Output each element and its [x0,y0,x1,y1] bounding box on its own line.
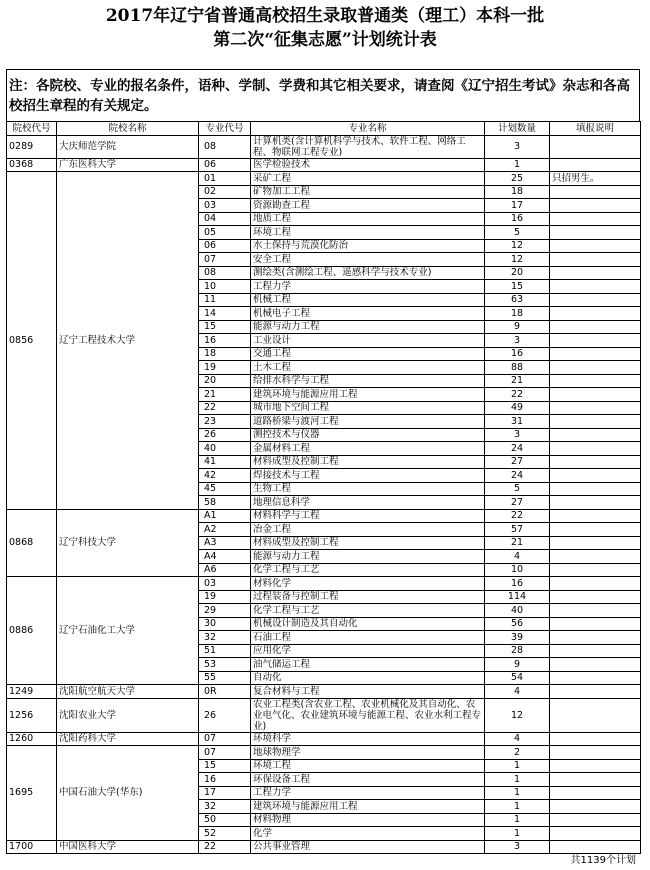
plan-count: 24 [485,442,550,456]
plan-count: 54 [485,671,550,685]
fill-note [550,307,641,321]
major-code: 08 [199,135,251,158]
major-name: 工程力学 [251,786,485,800]
school-name: 辽宁科技大学 [57,509,199,577]
major-name: 土木工程 [251,361,485,375]
major-code: 19 [199,361,251,375]
plan-count: 3 [485,135,550,158]
major-name: 测控技术与仪器 [251,428,485,442]
major-name: 石油工程 [251,631,485,645]
school-code: 0886 [7,577,57,685]
plan-count: 56 [485,617,550,631]
fill-note [550,617,641,631]
major-name: 建筑环境与能源应用工程 [251,800,485,814]
fill-note [550,604,641,618]
fill-note [550,212,641,226]
plan-count: 18 [485,307,550,321]
page-title: 2017年辽宁省普通高校招生录取普通类（理工）本科一批 [105,6,545,26]
fill-note [550,415,641,429]
plan-count: 28 [485,644,550,658]
major-code: 03 [199,199,251,213]
header-school-code: 院校代号 [7,122,57,136]
major-name: 材料科学与工程 [251,509,485,523]
header-major-name: 专业名称 [251,122,485,136]
major-code: 17 [199,786,251,800]
table-row [7,685,641,699]
major-name: 公共事业管理 [251,840,485,854]
major-code: 18 [199,347,251,361]
major-name: 油气储运工程 [251,658,485,672]
major-code: 26 [199,428,251,442]
major-code: A4 [199,550,251,564]
plan-count: 1 [485,813,550,827]
page-subtitle: 第二次“征集志愿”计划统计表 [213,30,437,50]
major-code: 02 [199,185,251,199]
major-name: 采矿工程 [251,172,485,186]
fill-note [550,496,641,510]
major-name: 化学 [251,827,485,841]
plan-count: 1 [485,800,550,814]
plan-count: 25 [485,172,550,186]
fill-note [550,320,641,334]
fill-note [550,732,641,746]
fill-note [550,293,641,307]
plan-count: 49 [485,401,550,415]
plan-count: 39 [485,631,550,645]
fill-note [550,482,641,496]
major-name: 矿物加工工程 [251,185,485,199]
major-code: 11 [199,293,251,307]
fill-note [550,773,641,787]
major-name: 自动化 [251,671,485,685]
major-name: 机械电子工程 [251,307,485,321]
fill-note [550,469,641,483]
plan-count: 2 [485,746,550,760]
major-code: 29 [199,604,251,618]
major-name: 城市地下空间工程 [251,401,485,415]
header-fill-note: 填报说明 [550,122,641,136]
fill-note [550,374,641,388]
major-name: 地理信息科学 [251,496,485,510]
major-name: 测绘类(含测绘工程、遥感科学与技术专业) [251,266,485,280]
table-row [7,577,641,591]
plan-count: 57 [485,523,550,537]
major-name: 能源与动力工程 [251,550,485,564]
major-code: 04 [199,212,251,226]
table-header-row [7,122,641,136]
major-code: 22 [199,840,251,854]
major-name: 机械设计制造及其自动化 [251,617,485,631]
plan-count: 3 [485,334,550,348]
plan-count: 12 [485,239,550,253]
major-code: 10 [199,280,251,294]
fill-note [550,266,641,280]
header-school-name: 院校名称 [57,122,199,136]
fill-note [550,428,641,442]
major-code: A2 [199,523,251,537]
major-code: 53 [199,658,251,672]
plan-count: 5 [485,482,550,496]
school-name: 辽宁石油化工大学 [57,577,199,685]
plan-count: 17 [485,199,550,213]
major-name: 工程力学 [251,280,485,294]
table-row [7,135,641,158]
major-code: 16 [199,334,251,348]
major-code: 52 [199,827,251,841]
fill-note [550,253,641,267]
major-code: 0R [199,685,251,699]
fill-note [550,280,641,294]
fill-note [550,786,641,800]
fill-note [550,759,641,773]
plan-count: 22 [485,509,550,523]
major-name: 过程装备与控制工程 [251,590,485,604]
major-name: 材料成型及控制工程 [251,455,485,469]
table-row [7,840,641,854]
plan-count: 1 [485,827,550,841]
plan-count: 24 [485,469,550,483]
school-code: 1260 [7,732,57,746]
table-row [7,509,641,523]
major-code: 21 [199,388,251,402]
fill-note [550,590,641,604]
plan-count: 5 [485,226,550,240]
major-name: 地球物理学 [251,746,485,760]
fill-note [550,199,641,213]
major-code: A6 [199,563,251,577]
major-name: 环保设备工程 [251,773,485,787]
fill-note [550,800,641,814]
major-code: 07 [199,253,251,267]
fill-note [550,685,641,699]
plan-count: 22 [485,388,550,402]
major-code: 22 [199,401,251,415]
major-name: 能源与动力工程 [251,320,485,334]
school-name: 沈阳农业大学 [57,698,199,732]
major-code: 07 [199,746,251,760]
fill-note [550,827,641,841]
plan-count: 3 [485,428,550,442]
plan-count: 16 [485,347,550,361]
plan-count: 20 [485,266,550,280]
major-code: 15 [199,759,251,773]
fill-note [550,671,641,685]
plan-count: 21 [485,536,550,550]
fill-note [550,455,641,469]
plan-count: 63 [485,293,550,307]
major-code: 40 [199,442,251,456]
school-code: 0289 [7,135,57,158]
major-code: 51 [199,644,251,658]
plan-count: 1 [485,773,550,787]
major-name: 材料成型及控制工程 [251,536,485,550]
major-code: 23 [199,415,251,429]
fill-note [550,185,641,199]
major-code: 41 [199,455,251,469]
major-name: 机械工程 [251,293,485,307]
plan-count: 4 [485,732,550,746]
major-name: 给排水科学与工程 [251,374,485,388]
school-code: 1695 [7,746,57,841]
major-code: 55 [199,671,251,685]
major-code: 15 [199,320,251,334]
major-name: 交通工程 [251,347,485,361]
plan-count: 27 [485,455,550,469]
major-name: 化学工程与工艺 [251,563,485,577]
table-row [7,158,641,172]
plan-count: 12 [485,698,550,732]
fill-note [550,523,641,537]
plan-count: 1 [485,759,550,773]
plan-count: 40 [485,604,550,618]
major-code: 03 [199,577,251,591]
fill-note [550,698,641,732]
plan-count: 21 [485,374,550,388]
major-code: 58 [199,496,251,510]
fill-note [550,334,641,348]
school-name: 广东医科大学 [57,158,199,172]
major-code: 19 [199,590,251,604]
major-name: 应用化学 [251,644,485,658]
plan-count: 4 [485,685,550,699]
fill-note [550,631,641,645]
plan-count: 12 [485,253,550,267]
school-name: 沈阳航空航天大学 [57,685,199,699]
school-code: 0856 [7,172,57,510]
school-code: 1700 [7,840,57,854]
major-code: A3 [199,536,251,550]
major-name: 复合材料与工程 [251,685,485,699]
major-code: 32 [199,631,251,645]
plan-count: 18 [485,185,550,199]
major-code: 06 [199,239,251,253]
fill-note [550,361,641,375]
plan-count: 3 [485,840,550,854]
major-name: 材料化学 [251,577,485,591]
school-code: 0368 [7,158,57,172]
plan-table [6,121,641,854]
major-code: 05 [199,226,251,240]
table-row [7,172,641,186]
major-name: 化学工程与工艺 [251,604,485,618]
major-code: 32 [199,800,251,814]
table-row [7,698,641,732]
major-code: 30 [199,617,251,631]
fill-note [550,442,641,456]
school-code: 0868 [7,509,57,577]
major-name: 地质工程 [251,212,485,226]
major-name: 冶金工程 [251,523,485,537]
school-name: 辽宁工程技术大学 [57,172,199,510]
fill-note [550,401,641,415]
school-code: 1249 [7,685,57,699]
major-code: 14 [199,307,251,321]
fill-note [550,550,641,564]
plan-count: 10 [485,563,550,577]
major-name: 水土保持与荒漠化防治 [251,239,485,253]
major-code: 26 [199,698,251,732]
major-code: 50 [199,813,251,827]
fill-note [550,577,641,591]
fill-note [550,813,641,827]
major-code: 01 [199,172,251,186]
school-name: 中国石油大学(华东) [57,746,199,841]
fill-note [550,536,641,550]
major-name: 焊接技术与工程 [251,469,485,483]
table-row [7,732,641,746]
fill-note: 只招男生。 [550,172,641,186]
plan-count: 9 [485,658,550,672]
plan-count: 31 [485,415,550,429]
school-name: 大庆师范学院 [57,135,199,158]
plan-count: 4 [485,550,550,564]
plan-count: 15 [485,280,550,294]
plan-count: 114 [485,590,550,604]
header-major-code: 专业代号 [199,122,251,136]
school-name: 沈阳药科大学 [57,732,199,746]
fill-note [550,563,641,577]
major-name: 建筑环境与能源应用工程 [251,388,485,402]
plan-count: 9 [485,320,550,334]
plan-count: 1 [485,158,550,172]
fill-note [550,388,641,402]
major-code: 08 [199,266,251,280]
fill-note [550,158,641,172]
total-plans: 共1139个计划 [570,855,636,866]
major-code: 06 [199,158,251,172]
fill-note [550,658,641,672]
table-row [7,746,641,760]
fill-note [550,746,641,760]
major-code: 16 [199,773,251,787]
plan-count: 16 [485,577,550,591]
plan-count: 88 [485,361,550,375]
major-code: 20 [199,374,251,388]
major-name: 农业工程类(含农业工程、农业机械化及其自动化、农业电气化、农业建筑环境与能源工程、农业水利工程专业) [251,698,485,732]
major-name: 环境科学 [251,732,485,746]
fill-note [550,135,641,158]
fill-note [550,226,641,240]
school-code: 1256 [7,698,57,732]
major-name: 生物工程 [251,482,485,496]
major-code: 07 [199,732,251,746]
major-name: 道路桥梁与渡河工程 [251,415,485,429]
major-name: 材料物理 [251,813,485,827]
notice-text: 注：各院校、专业的报名条件，语种、学制、学费和其它相关要求，请查阅《辽宁招生考试》杂志和各高校招生章程的有关规定。 [6,69,640,121]
school-name: 中国医科大学 [57,840,199,854]
major-name: 安全工程 [251,253,485,267]
plan-count: 1 [485,786,550,800]
plan-count: 16 [485,212,550,226]
major-code: A1 [199,509,251,523]
major-name: 医学检验技术 [251,158,485,172]
major-name: 环境工程 [251,759,485,773]
fill-note [550,644,641,658]
plan-count: 27 [485,496,550,510]
fill-note [550,239,641,253]
major-name: 计算机类(含计算机科学与技术、软件工程、网络工程、物联网工程专业) [251,135,485,158]
major-name: 环境工程 [251,226,485,240]
major-code: 45 [199,482,251,496]
major-name: 金属材料工程 [251,442,485,456]
fill-note [550,509,641,523]
major-name: 工业设计 [251,334,485,348]
major-code: 42 [199,469,251,483]
fill-note [550,347,641,361]
header-plan-count: 计划数量 [485,122,550,136]
major-name: 资源勘查工程 [251,199,485,213]
